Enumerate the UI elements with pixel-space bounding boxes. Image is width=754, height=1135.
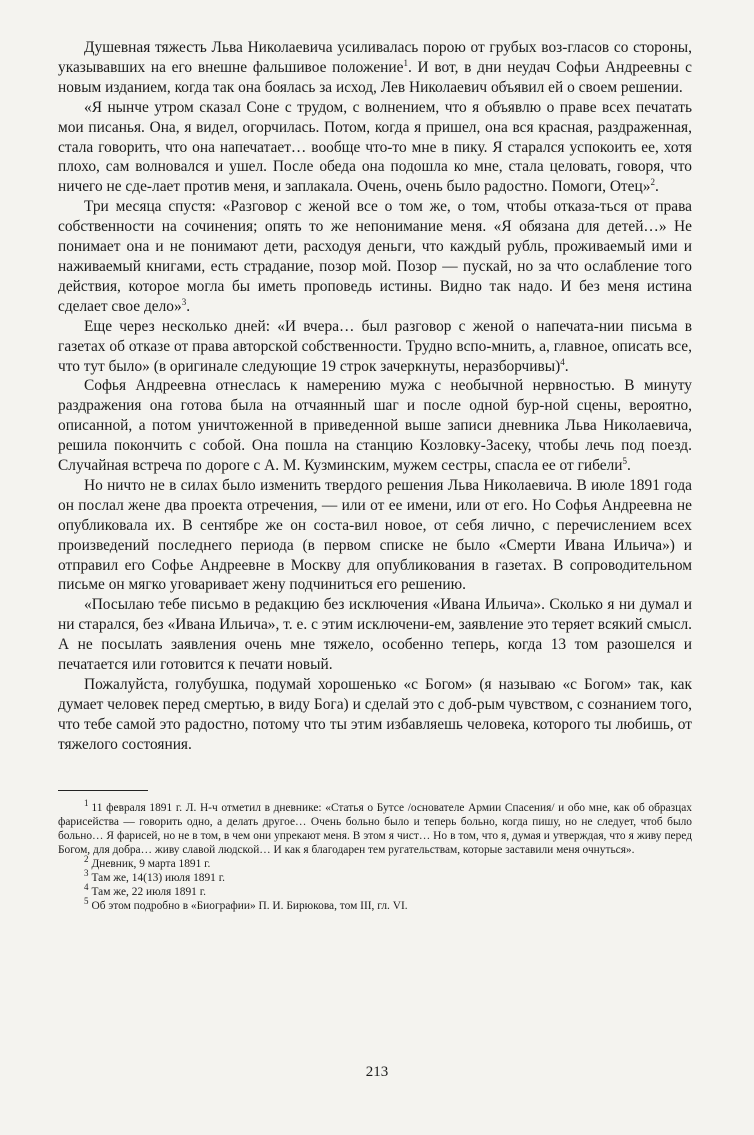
paragraph: Три месяца спустя: «Разговор с женой все о том же, о том, чтобы отказа-ться от права собственности на сочинения; опять то же непонимание меня. «Я обязана для детей…» Не понимает она и не понимают дети, расходуя деньги, что каждый рубль, проживаемый ими и наживаемый книгами, есть страдание, позор мой. Позор — пускай, но за что ослабление того действия, которое могла бы иметь проповедь истины. Видно так надо. И без меня истина сделает свое дело»$^3$. <box>58 198 692 315</box>
main-text <box>58 38 692 755</box>
footnote: $^1$ 11 февраля 1891 г. Л. Н-ч отметил в дневнике: «Статья о Бутсе /основателе Армии Спасения/ и обо мне, как об образцах фарисейства — говорить одно, а делать другое… Очень больно было и теперь больно, когда пишу, но не следует, чтоб было больно… Я фарисей, но не в том, в чем они упрекают меня. В этом я чист… Но в том, что я, думая и утверждая, что я живу перед Богом, для добра… живу славой людской… И как я благодарен тем ругательствам, которые заставили меня очнуться». <box>58 797 692 856</box>
page-body <box>58 38 692 913</box>
paragraph: Софья Андреевна отнеслась к намерению мужа с необычной нервностью. В минуту раздражения она готова была на отчаянный шаг и после одной бур-ной сцены, вероятно, описанной, а потом уничтоженной в приведенной выше записи дневника Льва Николаевича, решила покончить с собой. Она пошла на станцию Козловку-Засеку, чтобы лечь под поезд. Случайная встреча по дороге с А. М. Кузминским, мужем сестры, спасла ее от гибели$^5$. <box>58 377 692 475</box>
footnote: $^2$ Дневник, 9 марта 1891 г. <box>84 853 211 870</box>
paragraph: Еще через несколько дней: «И вчера… был разговор с женой о напечата-нии письма в газетах об отказе от права авторской собственности. Трудно вспо-мнить, а, главное, описать все, что тут было» (в оригинале следующие 19 строк зачеркнуты, неразборчивы)$^4$. <box>58 317 692 375</box>
footnote: $^4$ Там же, 22 июля 1891 г. <box>84 881 206 898</box>
paragraph: Душевная тяжесть Льва Николаевича усиливалась порою от грубых воз-гласов со стороны, указывавших на его внешне фальшивое положение$^1$. И вот, в дни неудач Софьи Андреевны с новым изданием, когда так она боялась за исход, Лев Николаевич объявил ей о своем решении. <box>58 39 692 96</box>
paragraph: «Посылаю тебе письмо в редакцию без исключения «Ивана Ильича». Сколько я ни думал и ни старался, без «Ивана Ильича», т. е. с этим исключени-ем, заявление это теряет всякий смысл. А не посылать заявления очень мне тяжело, особенно теперь, когда 13 том разошелся и печатается или готовится к печати новый. <box>58 596 692 674</box>
paragraph: Но ничто не в силах было изменить твердого решения Льва Николаевича. В июле 1891 года он послал жене два проекта отречения, — или от ее имени, или от его. Но Софья Андреевна не опубликовала их. В сентябре же он соста-вил новое, от себя лично, с перечислением всех произведений последнего периода (в первом списке не было «Смерти Ивана Ильича») и отправил его Софье Андреевне в Москву для опубликования в газетах. В сопроводительном письме он мягко уговаривает жену подчиниться его решению. <box>58 476 692 594</box>
footnote-divider <box>58 790 148 791</box>
footnote: $^3$ Там же, 14(13) июля 1891 г. <box>84 867 225 884</box>
paragraph: «Я нынче утром сказал Соне с трудом, с волнением, что я объявлю о праве всех печатать мои писанья. Она, я видел, огорчилась. Потом, когда я пришел, она вся красная, раздраженная, стала говорить, что она напечатает… вообще что-то мне в пику. Я старался успокоить ее, хотя плохо, сам волновался и ушел. После обеда она подошла ко мне, стала целовать, говоря, что ничего не сде-лает против меня, и заплакала. Очень, очень было радостно. Помоги, Отец»$^2$. <box>58 98 692 196</box>
footnotes <box>58 797 692 913</box>
paragraph: Пожалуйста, голубушка, подумай хорошенько «с Богом» (я называю «с Богом» так, как думает человек перед смертью, в виду Бога) и сделай это с доб-рым чувством, с сознанием того, что тебе самой это радостно, потому что ты этим избавляешь человека, которого ты любишь, от тяжелого состояния. <box>58 676 692 753</box>
footnote: $^5$ Об этом подробно в «Биографии» П. И. Бирюкова, том III, гл. VI. <box>84 895 408 912</box>
page-number: 213 <box>365 1064 389 1080</box>
